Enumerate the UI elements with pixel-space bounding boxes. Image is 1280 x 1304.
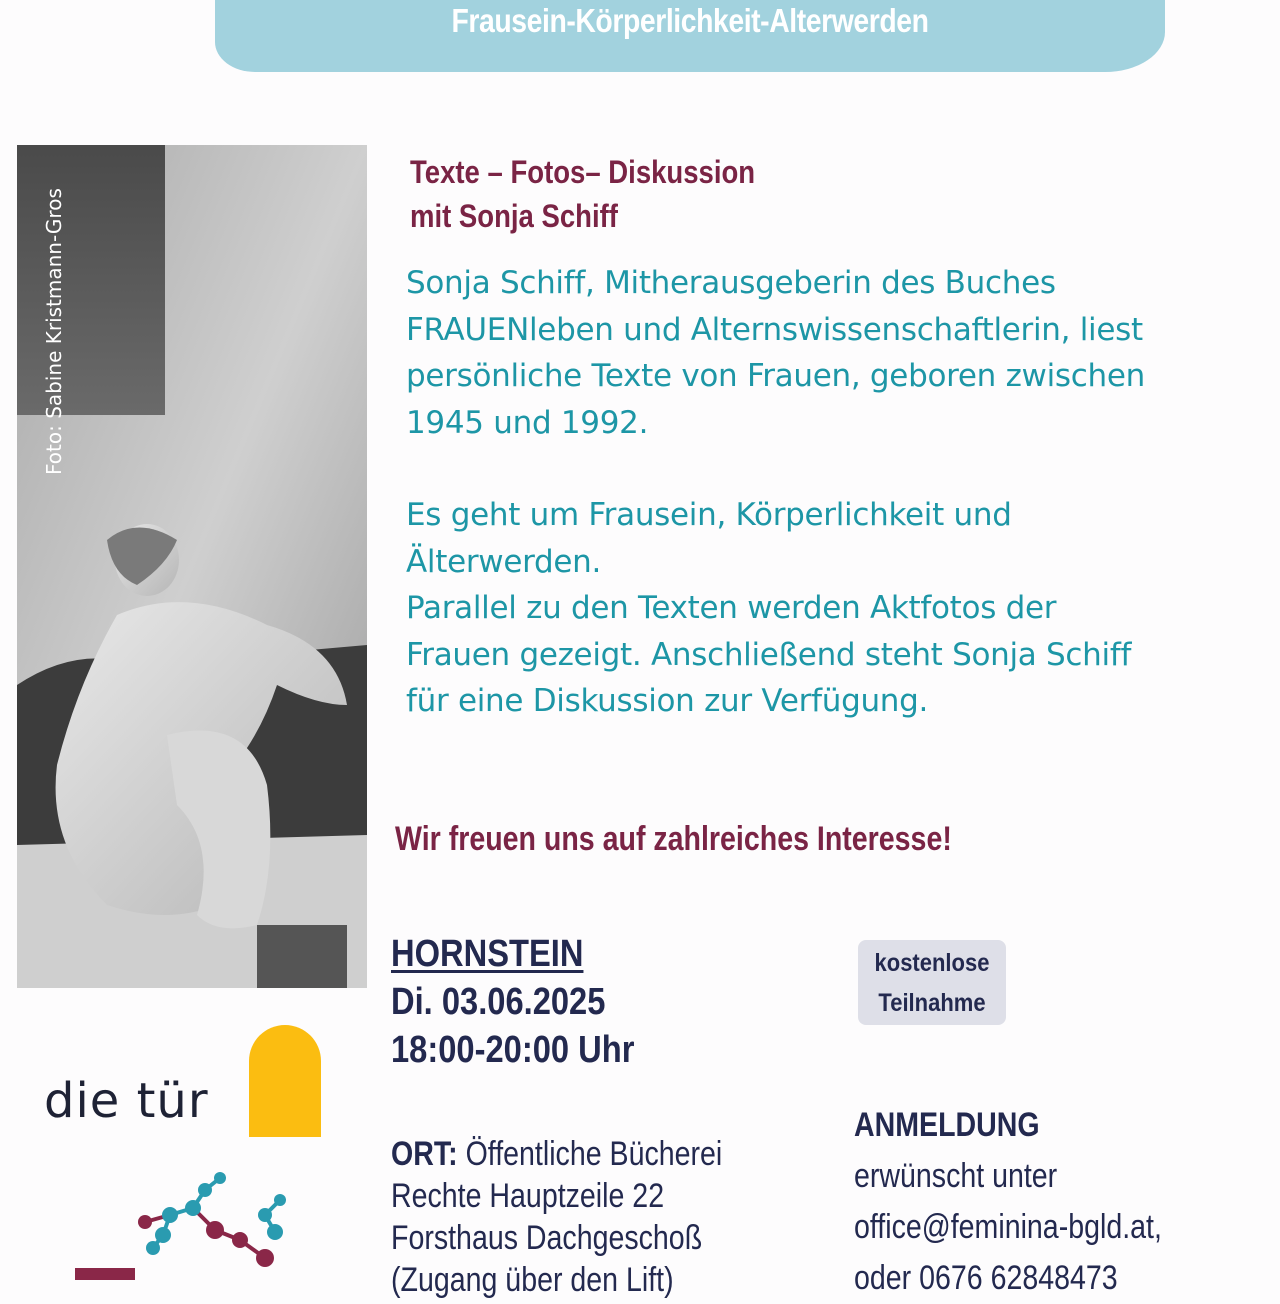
description (406, 260, 1266, 725)
description-line: FRAUENleben und Alternswissenschaftlerin, liest (406, 311, 1143, 348)
location-line-3: Forsthaus Dachgeschoß (391, 1219, 703, 1257)
headline-line-1: Texte – Fotos– Diskussion (410, 154, 756, 190)
event-place: HORNSTEIN (391, 933, 584, 975)
header-banner (215, 0, 1165, 72)
feminina-molecule-logo (75, 1170, 295, 1280)
registration-label: ANMELDUNG (854, 1106, 1040, 1144)
headline-line-2: mit Sonja Schiff (410, 198, 618, 234)
location-info (391, 1133, 722, 1301)
location-line-1: Öffentliche Bücherei (465, 1135, 723, 1173)
die-tuer-logo-text: die tür (44, 1073, 209, 1129)
description-line: Frauen gezeigt. Anschließend steht Sonja Schiff (406, 636, 1132, 673)
die-tuer-logo (40, 1025, 330, 1140)
location-line-2: Rechte Hauptzeile 22 (391, 1177, 665, 1215)
event-date: Di. 03.06.2025 (391, 981, 606, 1023)
description-line: 1945 und 1992. (406, 404, 649, 441)
registration-line-1: erwünscht unter (854, 1157, 1058, 1195)
badge-line-2: Teilnahme (878, 989, 986, 1017)
event-time: 18:00-20:00 Uhr (391, 1029, 635, 1071)
registration-phone[interactable]: oder 0676 62848473 (854, 1259, 1118, 1297)
location-line-4: (Zugang über den Lift) (391, 1261, 674, 1299)
photo-credit: Foto: Sabine Kristmann-Gros (42, 188, 66, 475)
door-icon (249, 1025, 321, 1137)
invite-text: Wir freuen uns auf zahlreiches Interesse! (395, 820, 952, 858)
free-participation-badge (858, 940, 1006, 1025)
event-details (391, 930, 634, 1074)
headline (410, 150, 755, 238)
registration-email[interactable]: office@feminina-bgld.at, (854, 1208, 1162, 1246)
description-line: Sonja Schiff, Mitherausgeberin des Buches (406, 265, 1056, 301)
location-label: ORT: (391, 1135, 458, 1173)
description-line: Es geht um Frausein, Körperlichkeit und (406, 497, 1012, 533)
description-line: persönliche Texte von Frauen, geboren zwischen (406, 358, 1145, 394)
registration-info (854, 1100, 1162, 1304)
description-line: Älterwerden. (406, 543, 602, 580)
banner-title: Frausein-Körperlichkeit-Alterwerden (451, 2, 929, 39)
description-line: Parallel zu den Texten werden Aktfotos der (406, 590, 1057, 626)
paragraph-gap (406, 446, 1266, 492)
description-line: für eine Diskussion zur Verfügung. (406, 683, 929, 719)
portrait-photo (17, 145, 367, 988)
badge-line-1: kostenlose (874, 949, 990, 977)
